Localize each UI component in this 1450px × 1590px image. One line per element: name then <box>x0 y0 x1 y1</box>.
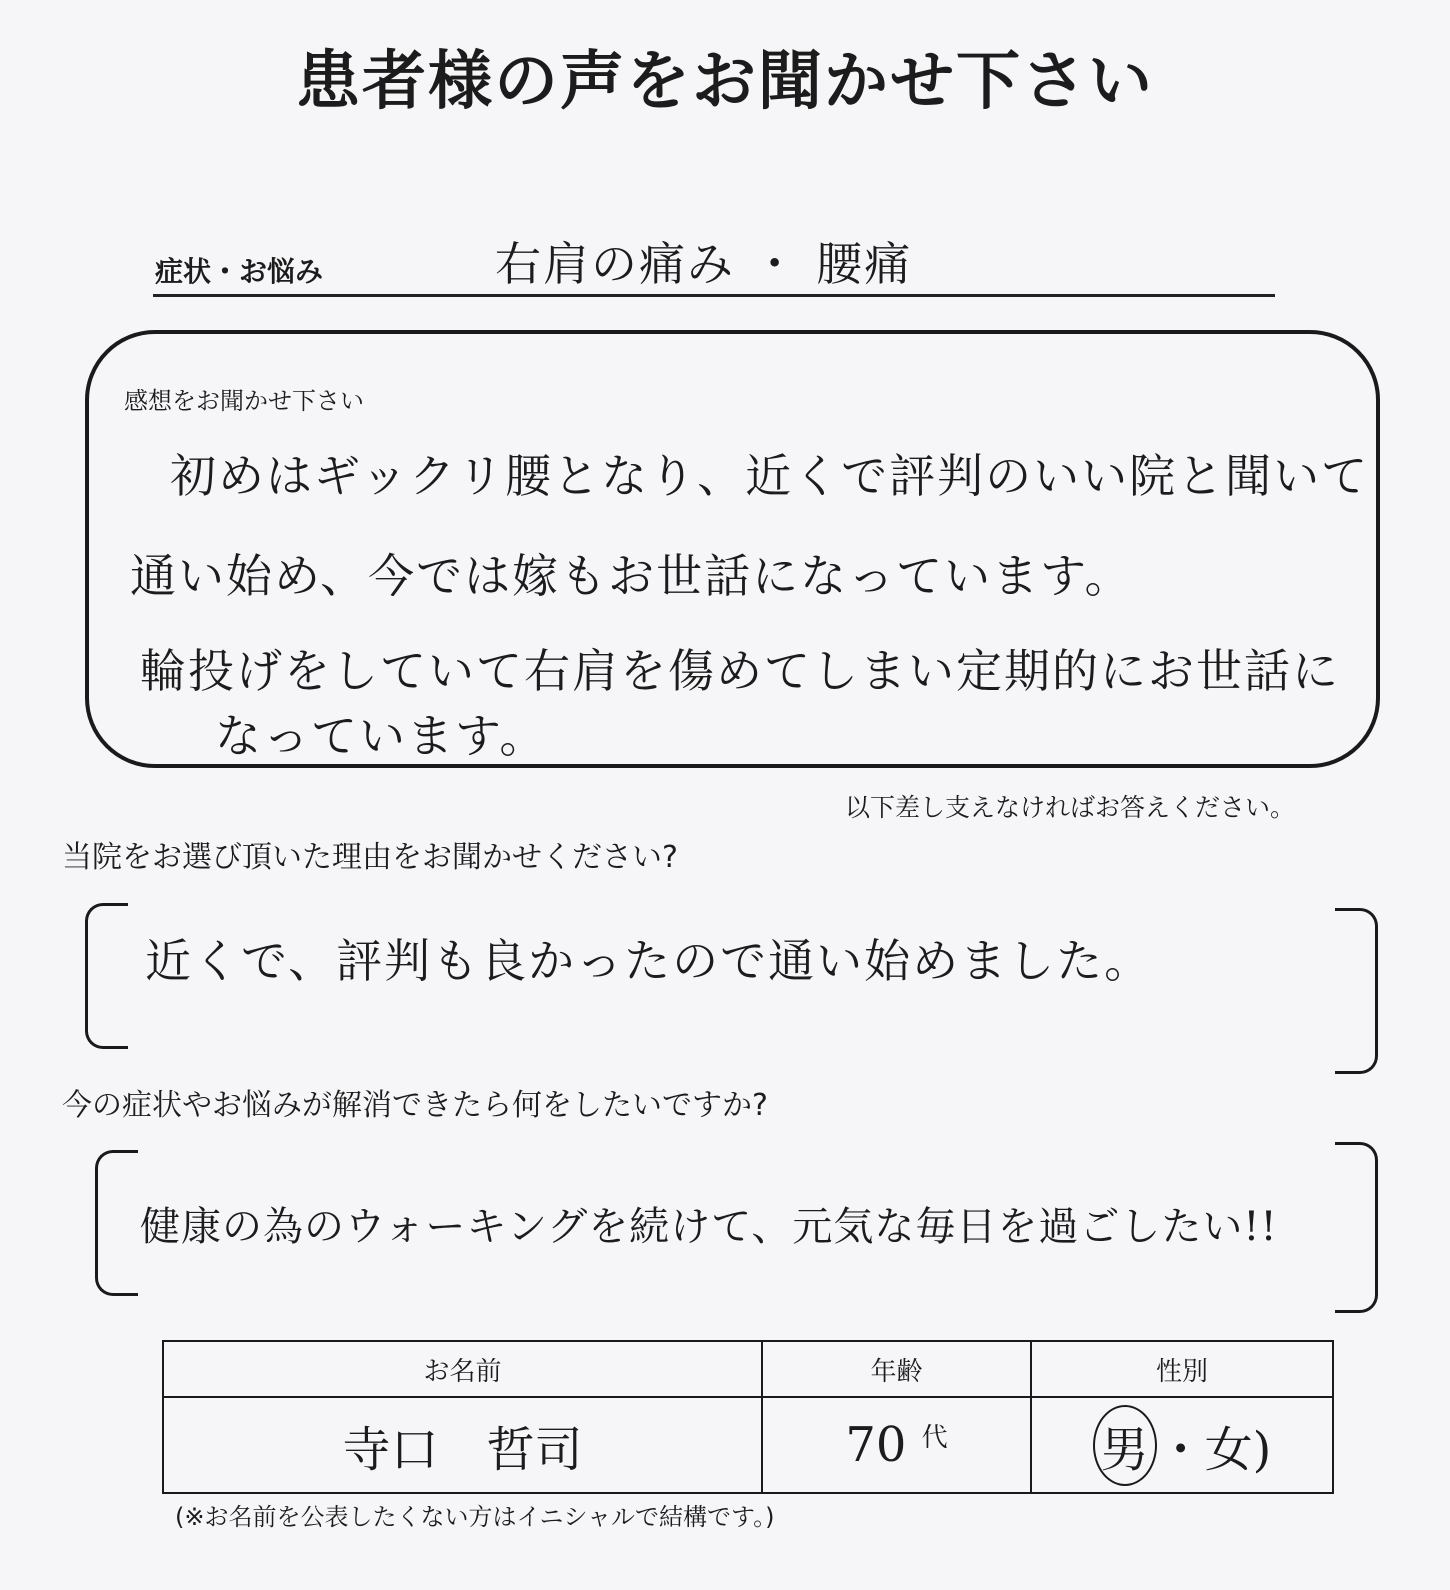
age-unit: 代 <box>921 1423 948 1453</box>
impression-line-2: 通い始め、今では嫁もお世話になっています。 <box>130 549 1133 603</box>
impression-line-4: なっています。 <box>215 709 548 763</box>
question-wish: 今の症状やお悩みが解消できたら何をしたいですか? <box>62 1088 768 1123</box>
patient-gender-cell <box>1031 1397 1333 1493</box>
answer-wish-bracket-right <box>1335 1142 1378 1313</box>
footnote: (※お名前を公表したくない方はイニシャルで結構です。) <box>175 1503 775 1531</box>
gender-male-circled: 男 <box>1093 1405 1157 1486</box>
impression-line-3: 輪投げをしていて右肩を傷めてしまい定期的にお世話に <box>140 644 1340 698</box>
symptom-underline <box>153 294 1275 297</box>
header-gender: 性別 <box>1031 1341 1333 1397</box>
impression-label: 感想をお聞かせ下さい <box>124 387 364 415</box>
patient-info-table <box>162 1340 1334 1494</box>
patient-name: 寺口 哲司 <box>163 1397 762 1493</box>
symptom-value: 右肩の痛み ・ 腰痛 <box>495 237 913 291</box>
patient-age: 70 <box>845 1417 907 1473</box>
page-title: 患者様の声をお聞かせ下さい <box>296 45 1154 119</box>
optional-note: 以下差し支えなければお答えください。 <box>845 793 1296 822</box>
answer-wish: 健康の為のウォーキングを続けて、元気な毎日を過ごしたい!! <box>140 1204 1278 1250</box>
gender-female: 女 <box>1204 1421 1253 1478</box>
answer-wish-bracket-left <box>95 1150 138 1296</box>
gender-separator: ・ <box>1156 1421 1205 1478</box>
header-name: お名前 <box>163 1341 762 1397</box>
symptom-label: 症状・お悩み <box>155 255 324 288</box>
impression-line-1: 初めはギックリ腰となり、近くで評判のいい院と聞いて <box>170 449 1370 503</box>
gender-close-paren: ) <box>1252 1421 1272 1478</box>
patient-age-cell <box>762 1397 1031 1493</box>
answer-reason: 近くで、評判も良かったので通い始めました。 <box>145 934 1153 988</box>
question-reason: 当院をお選び頂いた理由をお聞かせください? <box>62 840 678 875</box>
header-age: 年齢 <box>762 1341 1031 1397</box>
answer-reason-bracket-left <box>85 903 128 1049</box>
answer-reason-bracket-right <box>1335 908 1378 1074</box>
